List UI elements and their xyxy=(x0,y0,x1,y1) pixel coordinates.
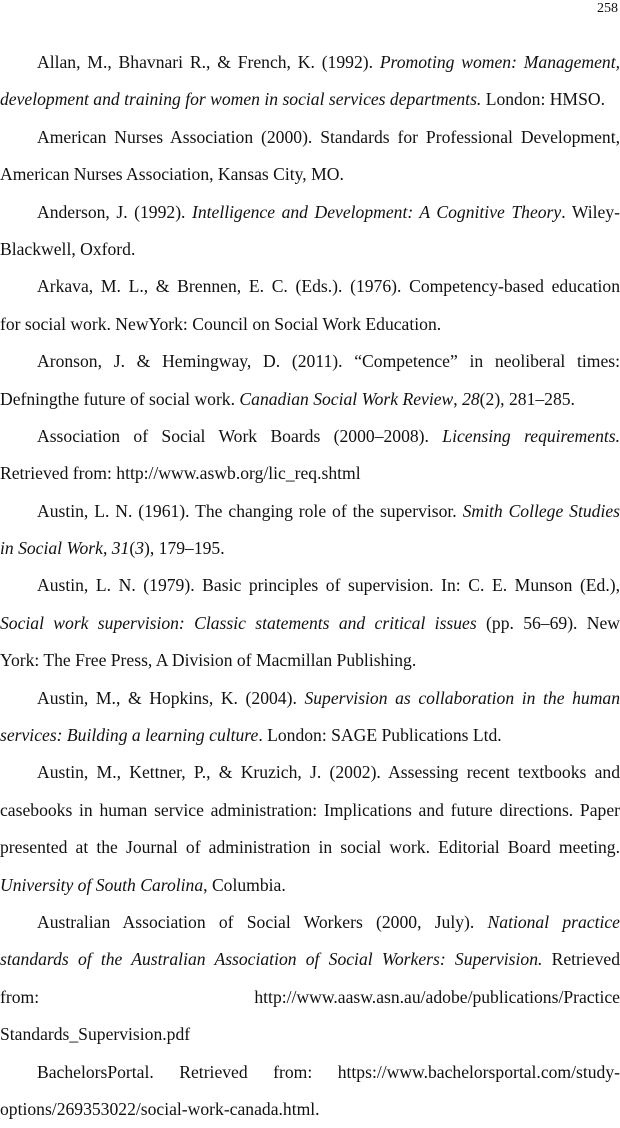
reference-entry xyxy=(0,680,620,755)
italic-text: Intelligence and Development: A Cognitive Theory xyxy=(192,201,562,222)
text-segment: Austin, L. N. (1979). Basic principles of supervision. In: C. E. Munson (Ed.), xyxy=(37,575,620,596)
reference-line xyxy=(0,156,620,193)
reference-line xyxy=(0,829,620,866)
text-segment: Austin, M., & Hopkins, K. (2004). xyxy=(37,687,305,708)
reference-line xyxy=(0,605,620,642)
page-number: 258 xyxy=(597,1,618,16)
italic-text: Canadian Social Work Review xyxy=(239,388,454,409)
text-segment: London: HMSO. xyxy=(481,89,605,110)
reference-line xyxy=(0,792,620,829)
text-segment: Anderson, J. (1992). xyxy=(37,201,192,222)
italic-text: standards of the Australian Association of Social Workers: Supervision. xyxy=(0,949,543,970)
reference-line xyxy=(0,455,620,492)
italic-text: Supervision as collaboration in the human xyxy=(304,687,620,708)
italic-text: Licensing requirements. xyxy=(442,425,620,446)
text-segment: (pp. 56–69). New xyxy=(476,612,620,633)
text-segment: American Nurses Association (2000). Standards for Professional Development, xyxy=(37,126,620,147)
text-segment: Arkava, M. L., & Brennen, E. C. (Eds.). (1976). Competency-based education xyxy=(37,276,620,297)
reference-line xyxy=(0,268,620,305)
reference-line xyxy=(0,979,620,1016)
italic-text: Promoting women: Management, xyxy=(379,52,620,72)
text-segment: York: The Free Press, A Division of Macmillan Publishing. xyxy=(0,650,417,671)
reference-line xyxy=(0,81,620,118)
text-segment: , xyxy=(453,388,463,409)
reference-line xyxy=(0,194,620,231)
text-segment: . Wiley- xyxy=(561,201,620,222)
text-segment: . London: SAGE Publications Ltd. xyxy=(258,725,502,746)
reference-entry xyxy=(0,268,620,343)
italic-text: development and training for women in social services departments. xyxy=(0,89,482,110)
text-segment: Allan, M., Bhavnari R., & French, K. (1992). xyxy=(37,52,380,72)
reference-entry xyxy=(0,343,620,418)
text-segment: Retrieved from: http://www.aswb.org/lic_req.shtml xyxy=(0,463,361,484)
italic-text: University of South Carolina xyxy=(0,874,204,895)
reference-line xyxy=(0,1016,620,1053)
italic-text: Smith College Studies xyxy=(462,500,620,521)
reference-line xyxy=(0,44,620,81)
text-segment: for social work. NewYork: Council on Social Work Education. xyxy=(0,313,442,334)
text-segment: Standards_Supervision.pdf xyxy=(0,1024,191,1045)
reference-line xyxy=(0,867,620,904)
reference-entry xyxy=(0,194,620,269)
text-segment: Australian Association of Social Workers (2000, July). xyxy=(37,911,488,932)
italic-text: services: Building a learning culture xyxy=(0,725,259,746)
text-segment: casebooks in human service administration: Implications and future directions. Paper xyxy=(0,799,620,820)
reference-line xyxy=(0,642,620,679)
text-segment: Blackwell, Oxford. xyxy=(0,238,136,259)
reference-line xyxy=(0,343,620,380)
text-segment: ), 179–195. xyxy=(144,538,225,559)
text-segment: options/269353022/social-work-canada.html. xyxy=(0,1098,320,1119)
reference-entry xyxy=(0,418,620,493)
reference-line xyxy=(0,717,620,754)
reference-entry xyxy=(0,44,620,119)
reference-line xyxy=(0,119,620,156)
reference-line xyxy=(0,941,620,978)
italic-text: in Social Work xyxy=(0,538,103,559)
reference-entry xyxy=(0,1054,620,1128)
reference-entry xyxy=(0,567,620,679)
reference-line xyxy=(0,306,620,343)
text-segment: from: http://www.aasw.asn.au/adobe/publications/Practice xyxy=(0,986,620,1007)
text-segment: Retrieved xyxy=(542,949,620,970)
reference-line xyxy=(0,680,620,717)
reference-line xyxy=(0,530,620,567)
text-segment: Aronson, J. & Hemingway, D. (2011). “Competence” in neoliberal times: xyxy=(37,351,620,372)
text-segment: American Nurses Association, Kansas City, MO. xyxy=(0,164,344,185)
text-segment: (2), 281–285. xyxy=(479,388,575,409)
reference-line xyxy=(0,567,620,604)
italic-text: 3 xyxy=(135,538,144,559)
reference-entry xyxy=(0,754,620,904)
reference-line xyxy=(0,1091,620,1128)
reference-entry xyxy=(0,493,620,568)
italic-text: 28 xyxy=(462,388,480,409)
text-segment: Defningthe future of social work. xyxy=(0,388,240,409)
text-segment: , Columbia. xyxy=(203,874,286,895)
reference-entry xyxy=(0,904,620,1054)
text-segment: Austin, M., Kettner, P., & Kruzich, J. (2002). Assessing recent textbooks and xyxy=(37,762,620,783)
reference-line xyxy=(0,1054,620,1091)
text-segment: ( xyxy=(129,538,136,559)
text-segment: Association of Social Work Boards (2000–2008). xyxy=(37,425,443,446)
reference-line xyxy=(0,418,620,455)
italic-text: 31 xyxy=(111,538,130,559)
reference-line xyxy=(0,231,620,268)
text-segment: presented at the Journal of administration in social work. Editorial Board meeting. xyxy=(0,837,620,858)
text-segment: Austin, L. N. (1961). The changing role of the supervisor. xyxy=(37,500,463,521)
reference-line xyxy=(0,493,620,530)
reference-list xyxy=(0,44,620,1128)
italic-text: National practice xyxy=(487,911,620,932)
reference-line xyxy=(0,754,620,791)
text-segment: , xyxy=(102,538,112,559)
text-segment: BachelorsPortal. Retrieved from: https://www.bachelorsportal.com/study- xyxy=(37,1061,620,1082)
reference-entry xyxy=(0,119,620,194)
italic-text: Social work supervision: Classic statements and critical issues xyxy=(0,612,477,633)
reference-line xyxy=(0,381,620,418)
reference-line xyxy=(0,904,620,941)
